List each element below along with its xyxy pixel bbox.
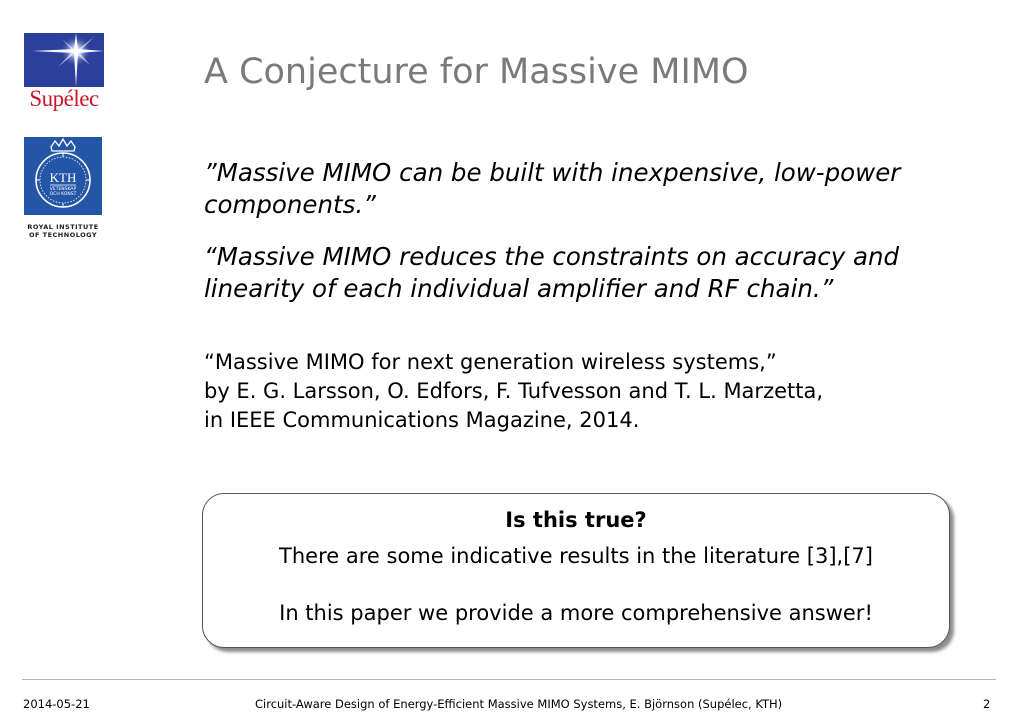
citation-venue: in IEEE Communications Magazine, 2014. (204, 408, 640, 432)
supelec-star-emblem (24, 33, 104, 87)
citation (204, 348, 994, 435)
callout-literature-line: There are some indicative results in the literature [3],[7] (279, 544, 873, 568)
kth-emblem-letters: KTH (49, 170, 77, 185)
quote-reduced-constraints: “Massive MIMO reduces the constraints on accuracy and linearity of each individual amplifier and RF chain.” (204, 242, 900, 303)
crest-icon (24, 137, 102, 215)
svg-text:OCH KONST: OCH KONST (49, 192, 77, 197)
callout-heading: Is this true? (505, 508, 647, 532)
kth-subtitle-line2: OF TECHNOLOGY (28, 231, 98, 239)
kth-subtitle-line1: ROYAL INSTITUTE (27, 223, 99, 231)
callout-paper-line: In this paper we provide a more comprehensive answer! (279, 601, 873, 625)
citation-authors: by E. G. Larsson, O. Edfors, F. Tufvesson and T. L. Marzetta, (204, 379, 824, 403)
supelec-logo (22, 33, 106, 115)
quote-inexpensive-components: ”Massive MIMO can be built with inexpensive, low-power components.” (204, 158, 901, 219)
footer-divider (22, 679, 996, 680)
star-icon (24, 33, 104, 87)
footer-page-number: 2 (983, 697, 991, 711)
slide-title: A Conjecture for Massive MIMO (204, 52, 749, 92)
svg-text:VETENSKAP: VETENSKAP (49, 187, 77, 192)
question-callout-box (202, 493, 950, 648)
supelec-wordmark: Supélec (29, 86, 99, 111)
citation-title: “Massive MIMO for next generation wireless systems,” (204, 350, 777, 374)
kth-crest-emblem (24, 137, 102, 215)
footer-date: 2014-05-21 (23, 697, 90, 711)
footer-presentation-info: Circuit-Aware Design of Energy-Efficient Massive MIMO Systems, E. Björnson (Supélec, KTH) (255, 697, 783, 711)
kth-logo (24, 137, 102, 239)
